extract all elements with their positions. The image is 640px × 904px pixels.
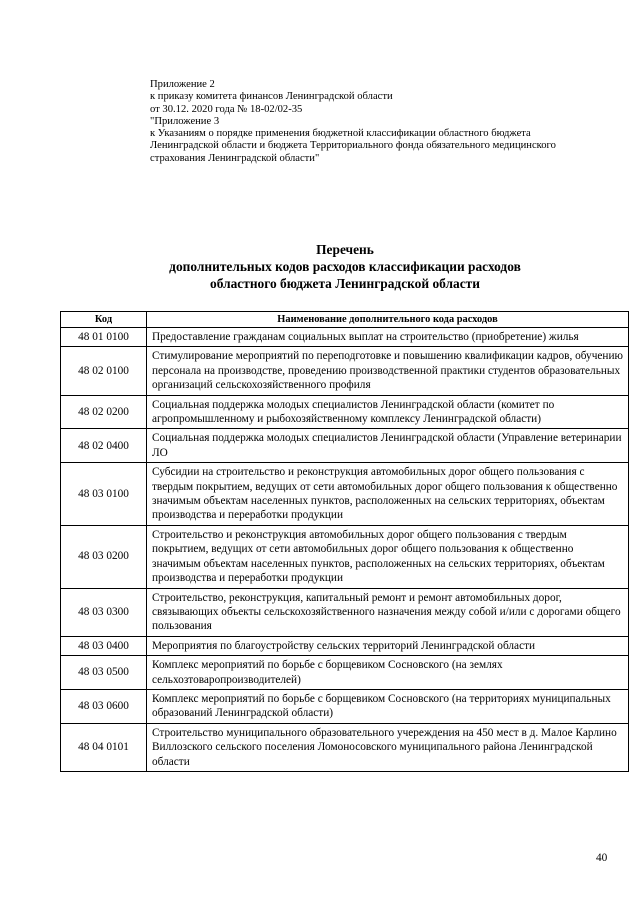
code-cell: 48 01 0100 — [61, 328, 147, 347]
table-header-row — [61, 312, 629, 328]
name-cell: Комплекс мероприятий по борьбе с борщевиком Сосновского (на территориях муниципальных образований Ленинградской области) — [147, 689, 629, 723]
code-cell: 48 02 0100 — [61, 347, 147, 395]
title-line: дополнительных кодов расходов классификации расходов — [169, 259, 521, 274]
table-row — [61, 656, 629, 690]
column-header-code: Код — [61, 312, 147, 328]
table-row — [61, 328, 629, 347]
table-row — [61, 463, 629, 526]
code-cell: 48 03 0500 — [61, 656, 147, 690]
header-line: от 30.12. 2020 года № 18-02/02-35 — [150, 103, 303, 115]
table-row — [61, 636, 629, 655]
name-cell: Стимулирование мероприятий по переподготовке и повышению квалификации кадров, обучению персонала на производстве, проведению производственной практики студентов образовательных организаций сельскохозяйственного профиля — [147, 347, 629, 395]
header-line: к Указаниям о порядке применения бюджетной классификации областного бюджета — [150, 128, 531, 140]
title-line: областного бюджета Ленинградской области — [210, 276, 480, 291]
column-header-name: Наименование дополнительного кода расходов — [147, 312, 629, 328]
table-row — [61, 689, 629, 723]
header-line: Ленинградской области и бюджета Территориального фонда обязательного медицинского — [150, 140, 556, 152]
code-cell: 48 03 0600 — [61, 689, 147, 723]
name-cell: Комплекс мероприятий по борьбе с борщевиком Сосновского (на землях сельхозтоваропроизводителей) — [147, 656, 629, 690]
name-cell: Социальная поддержка молодых специалистов Ленинградской области (комитет по агропромышленному и рыбохозяйственному комплексу Ленинградской области) — [147, 395, 629, 429]
code-cell: 48 02 0200 — [61, 395, 147, 429]
table-row — [61, 525, 629, 588]
table-row — [61, 347, 629, 395]
code-cell: 48 04 0101 — [61, 723, 147, 771]
expense-codes-table — [60, 311, 629, 772]
table-row — [61, 429, 629, 463]
document-title — [60, 241, 630, 292]
code-cell: 48 03 0400 — [61, 636, 147, 655]
name-cell: Субсидии на строительство и реконструкция автомобильных дорог общего пользования с твердым покрытием, ведущих от сети автомобильных дорог общего пользования к общественно значимым объектам населенных пунктов, расположенных на сельских территориях, объектам производства и переработки продукции — [147, 463, 629, 526]
name-cell: Предоставление гражданам социальных выплат на строительство (приобретение) жилья — [147, 328, 629, 347]
code-cell: 48 03 0300 — [61, 588, 147, 636]
header-line: Приложение 2 — [150, 79, 215, 90]
name-cell: Социальная поддержка молодых специалистов Ленинградской области (Управление ветеринарии ЛО — [147, 429, 629, 463]
title-line: Перечень — [316, 242, 374, 257]
code-cell: 48 03 0100 — [61, 463, 147, 526]
code-cell: 48 03 0200 — [61, 525, 147, 588]
table-row — [61, 723, 629, 771]
code-cell: 48 02 0400 — [61, 429, 147, 463]
name-cell: Строительство и реконструкция автомобильных дорог общего пользования с твердым покрытием, ведущих от сети автомобильных дорог общего пользования к общественно значимым объектам населенных пунктов, расположенных на сельских территориях, объектам производства и переработки продукции — [147, 525, 629, 588]
table-row — [61, 588, 629, 636]
name-cell: Мероприятия по благоустройству сельских территорий Ленинградской области — [147, 636, 629, 655]
document-header — [150, 79, 620, 165]
name-cell: Строительство муниципального образовательного учереждения на 450 мест в д. Малое Карлино Виллозского сельского поселения Ломоносовского муниципального района Ленинградской области — [147, 723, 629, 771]
header-line: к приказу комитета финансов Ленинградской области — [150, 91, 393, 103]
table-row — [61, 395, 629, 429]
header-line: "Приложение 3 — [150, 115, 220, 127]
name-cell: Строительство, реконструкция, капитальный ремонт и ремонт автомобильных дорог, связывающих объекты сельскохозяйственного назначения между собой и/или с дорогами общего пользования — [147, 588, 629, 636]
page-number: 40 — [596, 852, 608, 864]
header-line: страхования Ленинградской области" — [150, 152, 320, 164]
